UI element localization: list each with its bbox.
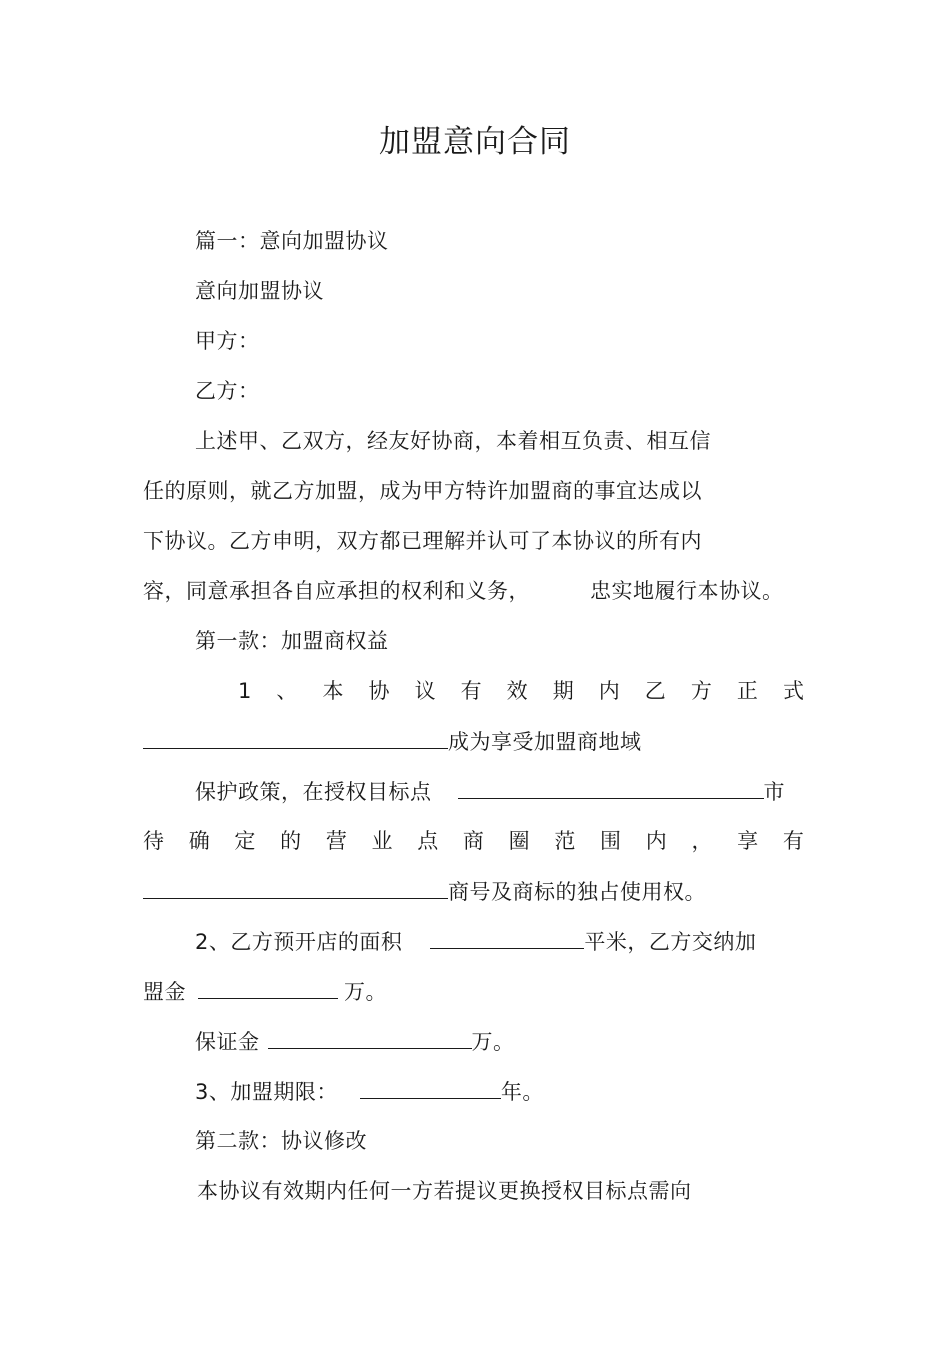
preamble-line-1: 上述甲、乙双方，经友好协商，本着相互负责、相互信 bbox=[195, 429, 711, 453]
preamble-line-2: 任的原则，就乙方加盟，成为甲方特许加盟商的事宜达成以 bbox=[143, 479, 702, 503]
spread-char: 范 bbox=[554, 829, 576, 853]
spread-char: 正 bbox=[736, 679, 758, 703]
spread-char: 、 bbox=[276, 679, 298, 703]
item-1-line-2-text: 成为享受加盟商地域 bbox=[448, 730, 642, 754]
agreement-name: 意向加盟协议 bbox=[195, 279, 324, 303]
spread-char: 本 bbox=[322, 679, 344, 703]
spread-char: 效 bbox=[506, 679, 528, 703]
spread-char: 内 bbox=[598, 679, 620, 703]
spread-char: 业 bbox=[371, 829, 393, 853]
spread-char: 协 bbox=[368, 679, 390, 703]
item-2-line-2-text: 盟金 bbox=[143, 980, 186, 1004]
party-a-label: 甲方： bbox=[195, 329, 260, 353]
item-1-line-5 bbox=[143, 876, 706, 907]
item-2-line-3-text: 保证金 bbox=[195, 1030, 260, 1054]
spread-char: 待 bbox=[143, 829, 164, 853]
item-1-line-3-suffix: 市 bbox=[763, 780, 785, 804]
spread-char: 享 bbox=[737, 829, 759, 853]
spread-char: 商 bbox=[462, 829, 484, 853]
spread-char: ， bbox=[691, 829, 713, 853]
item-2-line-1-suffix: 平米，乙方交纳加 bbox=[584, 930, 757, 954]
preamble-line-4a: 容，同意承担各自应承担的权利和义务， bbox=[143, 579, 530, 603]
preamble-line-3: 下协议。乙方申明，双方都已理解并认可了本协议的所有内 bbox=[143, 529, 702, 553]
spread-char: 有 bbox=[460, 679, 482, 703]
spread-char: 1 bbox=[238, 679, 252, 703]
spread-char: 点 bbox=[417, 829, 439, 853]
item-1-line-2 bbox=[143, 726, 642, 757]
item-1-line-4 bbox=[143, 826, 804, 856]
item-2-line-1-text: 2、乙方预开店的面积 bbox=[195, 930, 403, 954]
fill-in-blank[interactable] bbox=[360, 1076, 501, 1099]
party-b-label: 乙方： bbox=[195, 379, 260, 403]
spread-char: 内 bbox=[645, 829, 667, 853]
spread-char: 方 bbox=[690, 679, 712, 703]
item-2-line-1 bbox=[195, 926, 756, 957]
fill-in-blank[interactable] bbox=[143, 876, 448, 899]
item-3-suffix: 年。 bbox=[500, 1080, 544, 1104]
spread-char: 确 bbox=[188, 829, 210, 853]
clause-1-heading: 第一款：加盟商权益 bbox=[195, 629, 389, 653]
spread-char: 定 bbox=[234, 829, 256, 853]
preamble-line-4b: 忠实地履行本协议。 bbox=[590, 579, 784, 603]
clause-2-line-1: 本协议有效期内任何一方若提议更换授权目标点需向 bbox=[197, 1179, 692, 1203]
spread-char: 营 bbox=[325, 829, 347, 853]
item-1-line-1 bbox=[238, 676, 804, 706]
item-1-line-5-text: 商号及商标的独占使用权。 bbox=[448, 880, 706, 904]
spread-char: 的 bbox=[280, 829, 302, 853]
spread-char: 期 bbox=[552, 679, 574, 703]
fill-in-blank[interactable] bbox=[143, 726, 448, 749]
fill-in-blank[interactable] bbox=[268, 1026, 472, 1049]
item-2-line-3 bbox=[195, 1026, 515, 1057]
item-2-line-2 bbox=[143, 976, 387, 1007]
item-2-line-3-suffix: 万。 bbox=[471, 1030, 515, 1054]
spread-char: 围 bbox=[600, 829, 622, 853]
spread-char: 乙 bbox=[644, 679, 666, 703]
spread-char: 有 bbox=[782, 829, 804, 853]
fill-in-blank[interactable] bbox=[198, 976, 338, 999]
document-title: 加盟意向合同 bbox=[379, 124, 571, 160]
spread-char: 式 bbox=[782, 679, 804, 703]
item-3-line bbox=[195, 1076, 544, 1107]
fill-in-blank[interactable] bbox=[430, 926, 584, 949]
item-1-line-3 bbox=[195, 776, 785, 807]
item-3-text: 3、加盟期限： bbox=[195, 1080, 338, 1104]
section-heading: 篇一：意向加盟协议 bbox=[195, 229, 389, 253]
fill-in-blank[interactable] bbox=[458, 776, 764, 799]
spread-char: 圈 bbox=[508, 829, 530, 853]
item-1-line-3-text: 保护政策，在授权目标点 bbox=[195, 780, 432, 804]
spread-char: 议 bbox=[414, 679, 436, 703]
item-2-line-2-suffix: 万。 bbox=[344, 980, 387, 1004]
clause-2-heading: 第二款：协议修改 bbox=[195, 1129, 367, 1153]
